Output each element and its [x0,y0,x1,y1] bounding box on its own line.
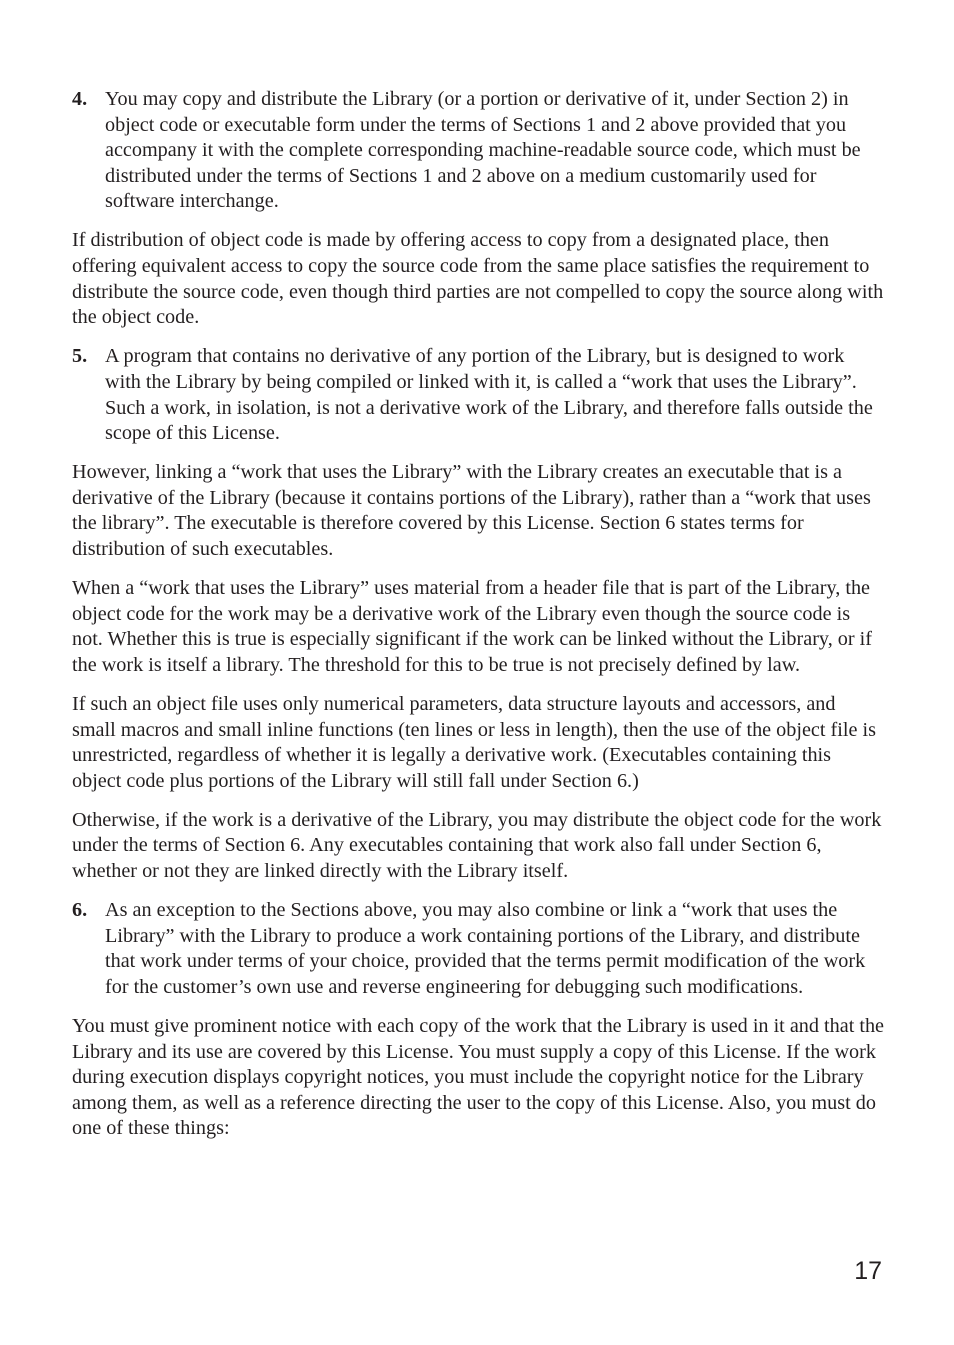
section-6-text: As an exception to the Sections above, you may also combine or link a “work that uses the Library” with the Library to produce a work containing portions of the Library, and distribute that work under terms of your choice, provided that the terms permit modification of the work for the customer’s own use and reverse engineering for debugging such modifications. [105,899,866,998]
section-6-item [72,898,884,1000]
page-number: 17 [854,1257,882,1285]
section-5-item [72,344,884,446]
linking-executable-paragraph: However, linking a “work that uses the Library” with the Library creates an executable that is a derivative of the Library (because it contains portions of the Library), rather than a “work that uses the library”. The executable is therefore covered by this License. Section 6 states terms for distribution of such executables. [72,461,871,560]
header-file-paragraph: When a “work that uses the Library” uses material from a header file that is part of the Library, the object code for the work may be a derivative work of the Library even though the source code is not. Whether this is true is especially significant if the work can be linked without the Library, or if the work is itself a library. The threshold for this to be true is not precisely defined by law. [72,577,872,676]
object-file-parameters-paragraph: If such an object file uses only numerical parameters, data structure layouts and accessors, and small macros and small inline functions (ten lines or less in length), then the use of the object file is unrestricted, regardless of whether it is legally a derivative work. (Executables containing this object code plus portions of the Library will still fall under Section 6.) [72,692,876,792]
prominent-notice-paragraph: You must give prominent notice with each copy of the work that the Library is used in it and that the Library and its use are covered by this License. You must supply a copy of this License. If the work during execution displays copyright notices, you must include the copyright notice for the Library among them, as well as a reference directing the user to the copy of this License. Also, you must do one of these things: [72,1015,885,1140]
section-5-number: 5. [72,345,88,368]
derivative-distribution-paragraph: Otherwise, if the work is a derivative of the Library, you may distribute the object code for the work under the terms of Section 6. Any executables containing that work also fall under Section 6, whether or not they are linked directly with the Library itself. [72,808,882,883]
section-6-number: 6. [72,899,88,922]
section-5-text: A program that contains no derivative of any portion of the Library, but is designed to work with the Library by being compiled or linked with it, is called a “work that uses the Library”. Such a work, in isolation, is not a derivative work of the Library, and therefore falls outside the scope of this License. [105,345,873,445]
object-code-access-paragraph: If distribution of object code is made by offering access to copy from a designated place, then offering equivalent access to copy the source code from the same place satisfies the requirement to distribute the source code, even though third parties are not compelled to copy the source along with the object code. [72,229,884,329]
document-body [72,87,884,1155]
section-4-number: 4. [72,88,88,110]
section-4-text: You may copy and distribute the Library (or a portion or derivative of it, under Section 2) in object code or executable form under the terms of Sections 1 and 2 above provided that you accompany it with the complete corresponding machine-readable source code, which must be distributed under the terms of Sections 1 and 2 above on a medium customarily used for software interchange. [105,88,861,213]
section-4-item [72,87,884,215]
